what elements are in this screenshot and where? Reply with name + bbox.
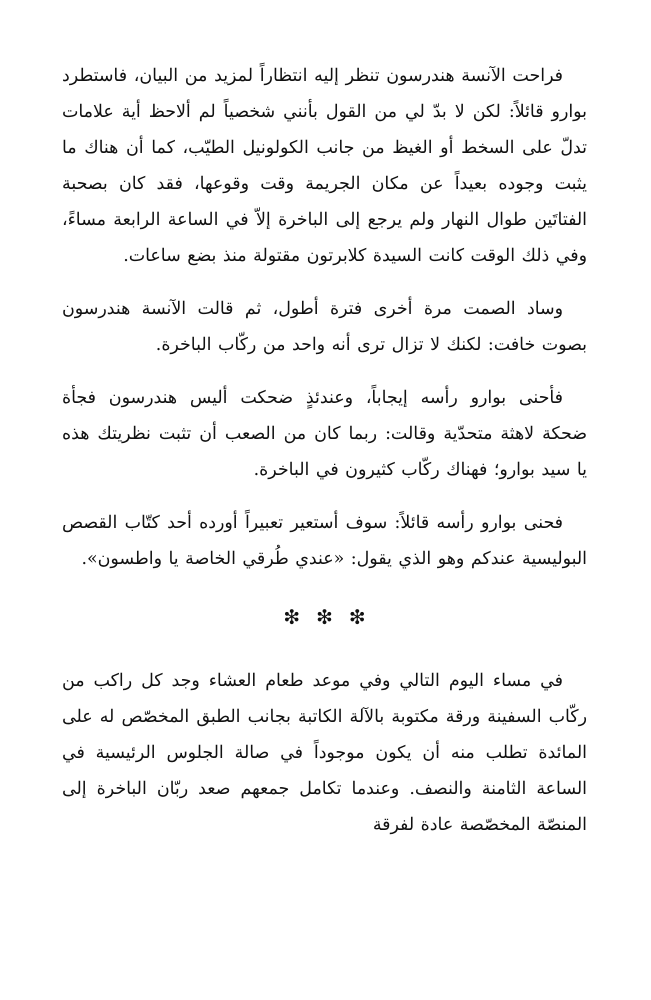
book-page <box>62 58 587 860</box>
paragraph-5: في مساء اليوم التالي وفي موعد طعام العشاء وجد كل راكب من ركّاب السفينة ورقة مكتوبة بالآلة الكاتبة بجانب الطبق المخصّص له على المائدة تطلب منه أن يكون موجوداً في صالة الجلوس الرئيسية في الساعة الثامنة والنصف. وعندما تكامل جمعهم صعد ربّان الباخرة إلى المنصّة المخصّصة عادة لفرقة <box>62 671 587 835</box>
divider-ornament-icon: ❇ <box>348 605 382 629</box>
paragraph-4: فحنى بوارو رأسه قائلاً: سوف أستعير تعبيراً أورده أحد كتّاب القصص البوليسية عندكم وهو الذي يقول: «عندي طُرقي الخاصة يا واطسون». <box>62 513 587 569</box>
paragraph-1: فراحت الآنسة هندرسون تنظر إليه انتظاراً لمزيد من البيان، فاستطرد بوارو قائلاً: لكن لا بدّ لي من القول بأنني شخصياً لم ألاحظ أية علامات تدلّ على السخط أو الغيظ من جانب الكولونيل الطيّب، كما أن هناك ما يثبت وجوده بعيداً عن مكان الجريمة وقت وقوعها، فقد كان بصحبة الفتاتَين طوال النهار ولم يرجع إلى الباخرة إلاّ في الساعة الرابعة مساءً، وفي ذلك الوقت كانت السيدة كلابرتون مقتولة منذ بضع ساعات. <box>62 66 587 266</box>
divider-ornament-icon: ❇ <box>283 605 317 629</box>
section-divider <box>62 599 587 635</box>
paragraph-2: وساد الصمت مرة أخرى فترة أطول، ثم قالت الآنسة هندرسون بصوت خافت: لكنك لا تزال ترى أنه واحد من ركّاب الباخرة. <box>62 299 587 355</box>
divider-ornament-icon: ❇ <box>316 605 349 629</box>
paragraph-3: فأحنى بوارو رأسه إيجاباً، وعندئذٍ ضحكت أليس هندرسون فجأة ضحكة لاهثة متحدّية وقالت: ربما كان من الصعب أن تثبت نظريتك هذه يا سيد بوارو؛ فهناك ركّاب كثيرون في الباخرة. <box>62 388 587 480</box>
